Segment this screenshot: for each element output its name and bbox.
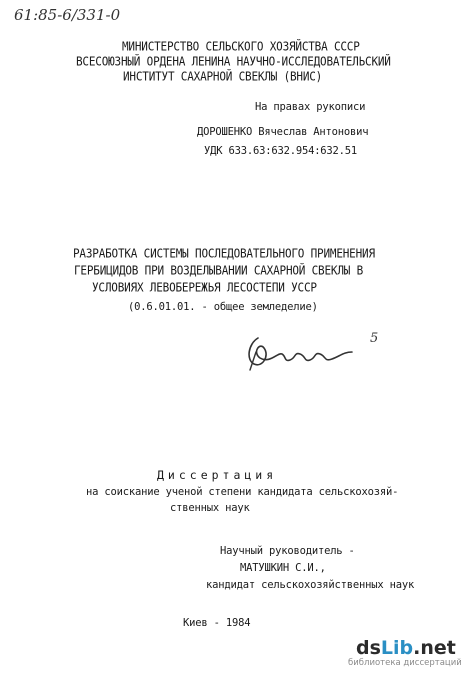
title-line-3: УСЛОВИЯХ ЛЕВОБЕРЕЖЬЯ ЛЕСОСТЕПИ УССР xyxy=(92,279,317,295)
advisor-degree: кандидат сельскохозяйственных наук xyxy=(206,579,415,591)
watermark-logo-ds: ds xyxy=(356,637,381,659)
degree-line-2: ственных наук xyxy=(170,502,250,514)
watermark-logo xyxy=(356,639,456,658)
watermark-logo-lib: Lib xyxy=(380,637,414,659)
ministry-line: МИНИСТЕРСТВО СЕЛЬСКОГО ХОЗЯЙСТВА СССР xyxy=(122,38,360,54)
place-year: Киев - 1984 xyxy=(183,617,251,629)
rights-note: На правах рукописи xyxy=(255,101,366,113)
advisor-label: Научный руководитель - xyxy=(220,545,355,557)
title-line-1: РАЗРАБОТКА СИСТЕМЫ ПОСЛЕДОВАТЕЛЬНОГО ПРИМЕНЕНИЯ xyxy=(73,245,375,261)
signature-mark xyxy=(240,330,380,375)
institute-line-1: ВСЕСОЮЗНЫЙ ОРДЕНА ЛЕНИНА НАУЧНО-ИССЛЕДОВАТЕЛЬСКИЙ xyxy=(76,53,391,69)
watermark-logo-net: .net xyxy=(413,637,456,659)
udc-code: УДК 633.63:632.954:632.51 xyxy=(204,145,358,157)
archive-number: 61:85-6/331-0 xyxy=(14,6,121,24)
handwritten-mark: 5 xyxy=(370,331,379,346)
dslib-watermark xyxy=(348,637,462,668)
title-line-2: ГЕРБИЦИДОВ ПРИ ВОЗДЕЛЫВАНИИ САХАРНОЙ СВЕКЛЫ В xyxy=(74,262,364,278)
specialty-code: (0.6.01.01. - общее земледелие) xyxy=(128,301,318,313)
advisor-name: МАТУШКИН С.И., xyxy=(240,562,326,574)
degree-line-1: на соискание ученой степени кандидата сельскохозяй- xyxy=(86,486,399,498)
author-name: ДОРОШЕНКО Вячеслав Антонович xyxy=(197,126,369,138)
dissertation-heading: Диссертация xyxy=(157,468,278,482)
watermark-tagline: библиотека диссертаций xyxy=(348,658,462,668)
institute-line-2: ИНСТИТУТ САХАРНОЙ СВЕКЛЫ (ВНИС) xyxy=(123,68,323,84)
